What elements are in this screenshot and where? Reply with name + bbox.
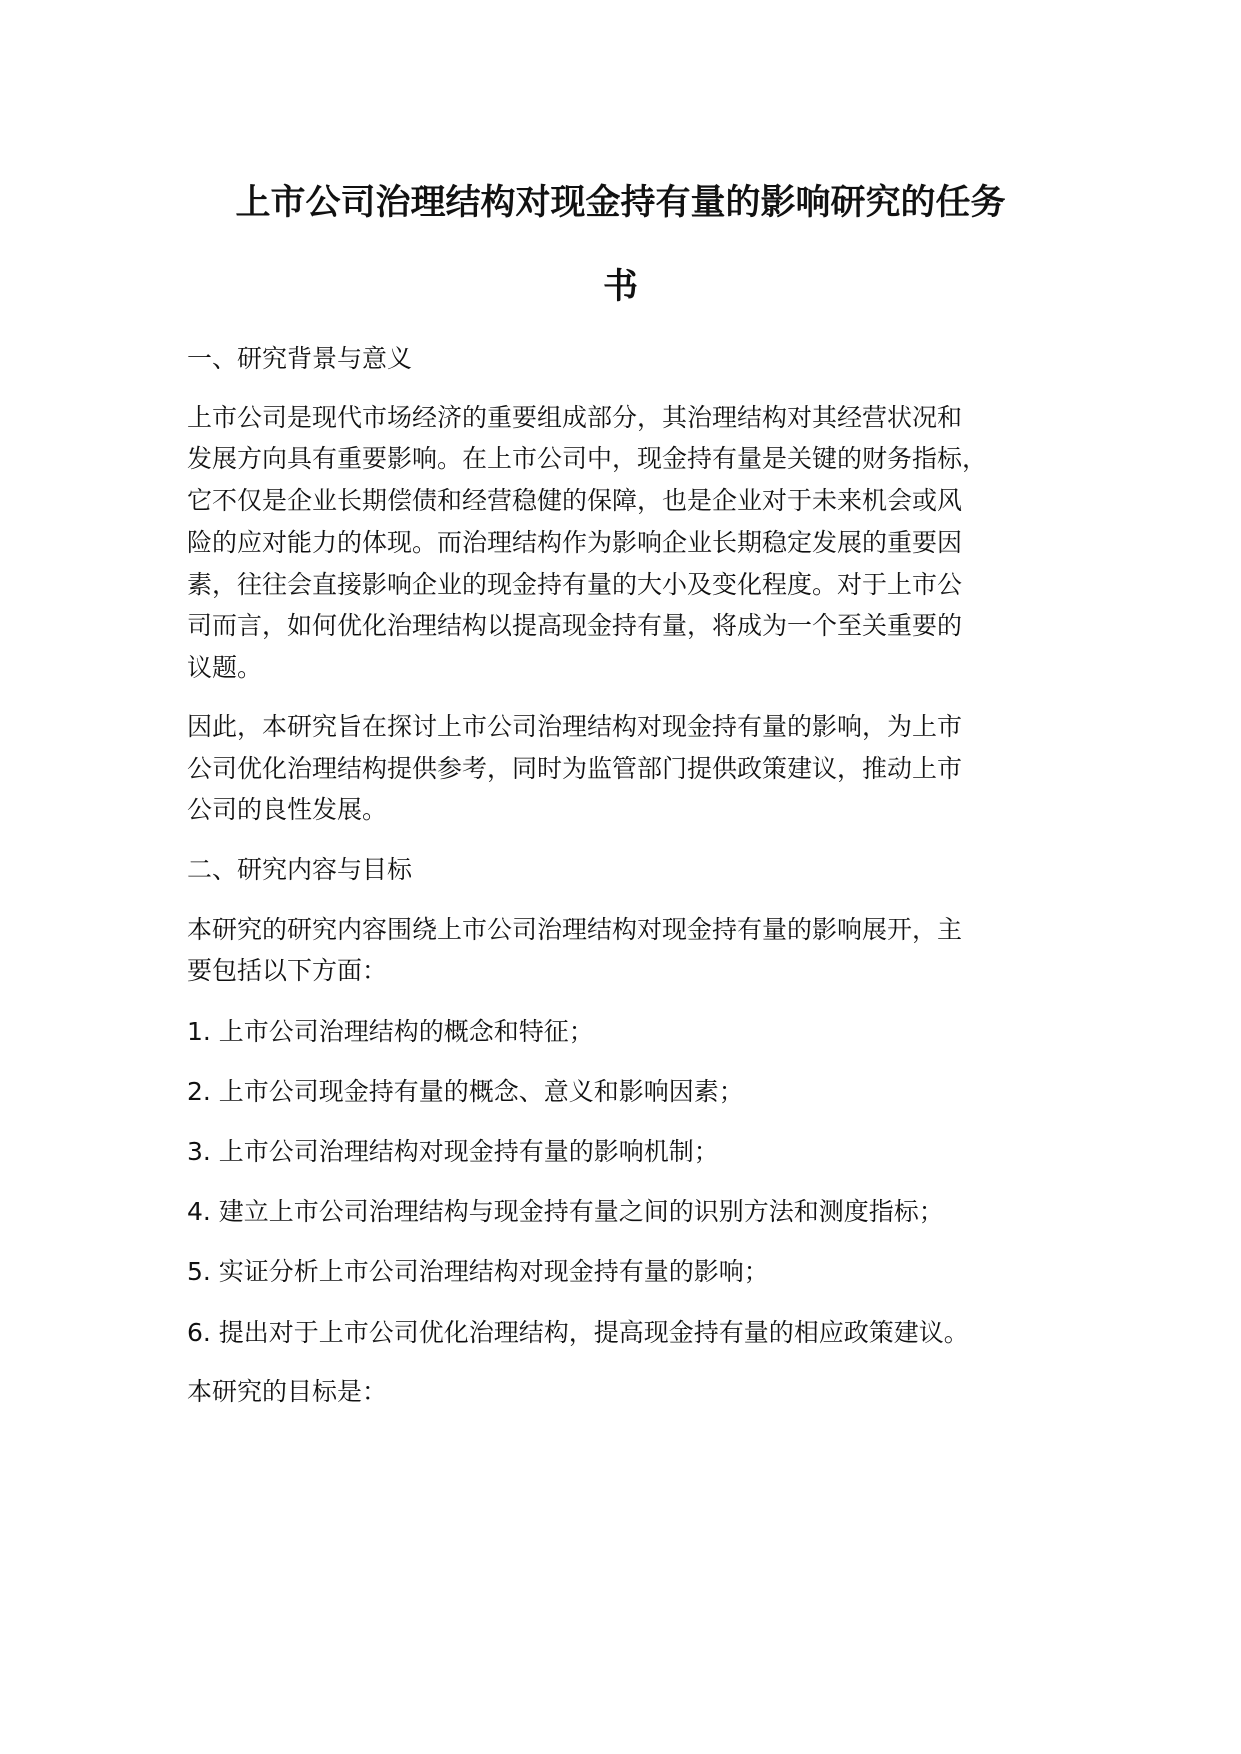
paragraph-line: 议题。 bbox=[187, 653, 263, 682]
paragraph-line: 险的应对能力的体现。而治理结构作为影响企业长期稳定发展的重要因 bbox=[187, 528, 963, 557]
section-heading-content-goals: 二、研究内容与目标 bbox=[187, 855, 413, 884]
paragraph-line: 因此，本研究旨在探讨上市公司治理结构对现金持有量的影响，为上市 bbox=[187, 712, 963, 741]
paragraph-line: 要包括以下方面： bbox=[187, 956, 388, 985]
document-title-line-1: 上市公司治理结构对现金持有量的影响研究的任务 bbox=[235, 183, 1006, 223]
list-item: 5. 实证分析上市公司治理结构对现金持有量的影响； bbox=[187, 1257, 769, 1286]
paragraph-line: 本研究的研究内容围绕上市公司治理结构对现金持有量的影响展开，主 bbox=[187, 915, 963, 944]
paragraph-line: 上市公司是现代市场经济的重要组成部分，其治理结构对其经营状况和 bbox=[187, 403, 963, 432]
section-heading-background: 一、研究背景与意义 bbox=[187, 344, 413, 373]
list-item: 6. 提出对于上市公司优化治理结构，提高现金持有量的相应政策建议。 bbox=[187, 1318, 969, 1347]
list-item: 1. 上市公司治理结构的概念和特征； bbox=[187, 1017, 594, 1046]
paragraph-line: 发展方向具有重要影响。在上市公司中，现金持有量是关键的财务指标， bbox=[187, 444, 988, 473]
goal-intro: 本研究的目标是： bbox=[187, 1377, 388, 1406]
paragraph-line: 公司的良性发展。 bbox=[187, 795, 388, 824]
document-title-line-2: 书 bbox=[602, 267, 638, 307]
list-item: 3. 上市公司治理结构对现金持有量的影响机制； bbox=[187, 1137, 719, 1166]
paragraph-line: 司而言，如何优化治理结构以提高现金持有量，将成为一个至关重要的 bbox=[187, 611, 963, 640]
paragraph-line: 素，往往会直接影响企业的现金持有量的大小及变化程度。对于上市公 bbox=[187, 570, 963, 599]
list-item: 4. 建立上市公司治理结构与现金持有量之间的识别方法和测度指标； bbox=[187, 1197, 944, 1226]
paragraph-line: 公司优化治理结构提供参考，同时为监管部门提供政策建议，推动上市 bbox=[187, 754, 963, 783]
list-item: 2. 上市公司现金持有量的概念、意义和影响因素； bbox=[187, 1077, 744, 1106]
paragraph-line: 它不仅是企业长期偿债和经营稳健的保障，也是企业对于未来机会或风 bbox=[187, 486, 963, 515]
